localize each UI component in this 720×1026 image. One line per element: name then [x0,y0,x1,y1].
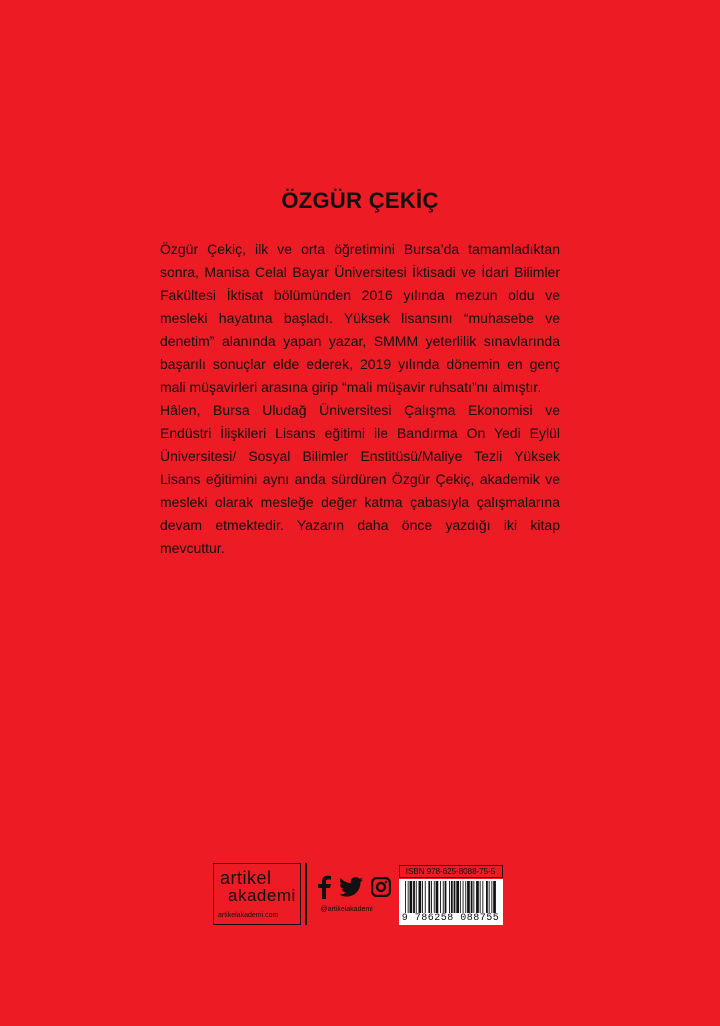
barcode-bar [440,881,441,913]
barcode-bar [442,881,443,913]
barcode-bar [422,881,423,913]
isbn-block [399,863,503,925]
isbn-label: ISBN 978-625-8088-75-5 [399,865,503,878]
barcode-bar [450,881,452,913]
publisher-logo-line1: artikel [220,868,272,888]
barcode-bar [407,881,408,913]
barcode-bar [449,881,450,913]
barcode-bar [493,881,496,913]
social-handle: @artikelakademi [320,906,373,913]
barcode-bar [444,881,446,913]
barcode-bar [482,881,483,913]
barcode-bar [453,881,455,913]
barcode-bar [431,881,432,913]
barcode-bar [488,881,489,913]
barcode-bar [435,881,438,913]
barcode-bar [405,881,406,913]
barcode-bar [491,881,492,913]
barcode-digits: 9 786258 088755 [399,913,503,924]
barcode-bar [465,881,466,913]
barcode-bar [428,881,430,913]
barcode-bar [467,881,470,913]
barcode-bar [413,881,415,913]
divider [305,863,307,925]
barcode-bar [409,881,412,913]
publisher-url: artikelakademi.com [218,912,279,919]
barcode-bar [456,881,459,913]
barcode-bar [459,881,460,913]
barcode-bar [462,881,463,913]
social-links [311,863,395,925]
bio-paragraph-1: Özgür Çekiç, ilk ve orta öğretimini Bursa’da tamamladıktan sonra, Manisa Celal Bayar Üniversitesi İktisadi ve İdari Bilimler Fakültesi İktisat bölümünden 2016 yılında mezun oldu ve mesleki hayatına başladı. Yüksek lisansını “muhasebe ve denetim” alanında yapan yazar, SMMM yeterlilik sınavlarında başarılı sonuçlar elde ederek, 2019 yılında dönemin en genç mali müşavirleri arasına girip “mali müşavir ruhsatı”nı almıştır. [160,241,560,395]
barcode-bar [418,881,421,913]
instagram-icon [371,877,391,902]
barcode-bar [486,881,488,913]
facebook-icon [317,875,331,904]
back-cover-footer [213,863,505,925]
barcode [399,879,503,925]
publisher-logo [213,863,301,925]
barcode-bar [479,881,480,913]
bio-paragraph-2: Hâlen, Bursa Uludağ Üniversitesi Çalışma Ekonomisi ve Endüstri İlişkileri Lisans eğitimi ile Bandırma On Yedi Eylül Üniversitesi/ Sosyal Bilimler Enstitüsü/Maliye Tezli Yüksek Lisans eğitimini aynı anda sürdüren Özgür Çekiç, akademik ve mesleki olarak mesleğe değer katma çabasıyla çalışmalarına devam etmektedir. Yazarın daha önce yazdığı iki kitap mevcuttur. [160,402,560,556]
barcode-bar [424,881,425,913]
barcode-bar [476,881,479,913]
barcode-bar [473,881,474,913]
barcode-bar [433,881,434,913]
author-name: ÖZGÜR ÇEKİÇ [281,188,439,213]
publisher-logo-line2: akademi [228,886,296,905]
barcode-bar [415,881,416,913]
barcode-bar [470,881,472,913]
twitter-icon [339,877,363,902]
author-bio [160,238,560,560]
